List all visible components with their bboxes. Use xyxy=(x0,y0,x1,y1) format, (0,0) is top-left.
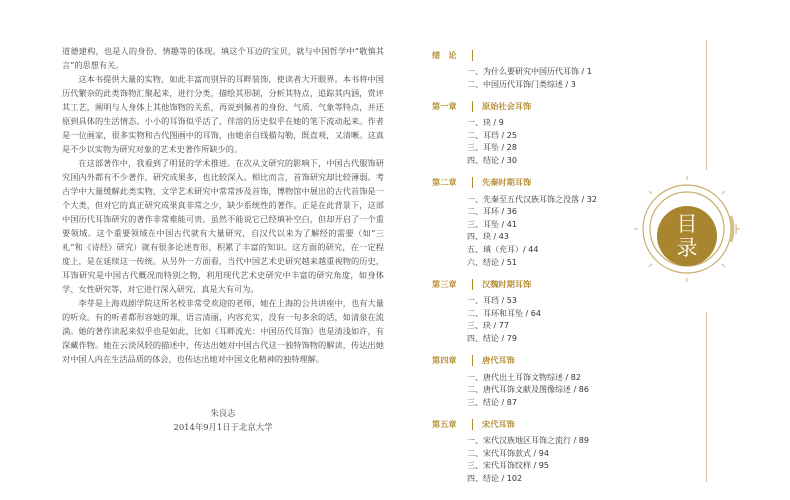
preface-paragraph-2: 这本书提供大量的实物，如此丰富而别异的耳畔装饰，使读者大开眼界。本书将中国历代繁杂的此类饰物汇聚起来，进行分类，描绘其形制，分析其特点，追踪其内涵，赏评其工艺，阐明与人身体上其他饰物的关系，再说到佩者的身份、气质、气象等特点，并还原到具体的生活情态。小小的耳饰似乎活了，伴溶的历史似乎在她的笔下流动起来。作者是一位画家，很多实物和古代图画中的耳饰，由她亲自线描勾勒，既直观，又清晰。这真是不少以实物为研究对象的艺术史著作所缺少的。 xyxy=(62,74,384,154)
toc-chapter-number: 第一章 xyxy=(432,100,457,111)
seal-char-2: 录 xyxy=(676,236,698,260)
toc-chapter-number: 第三章 xyxy=(432,278,457,289)
toc-chapter-heading[interactable] xyxy=(432,277,662,291)
toc-chapter-number: 绪 论 xyxy=(432,49,457,60)
preface-text xyxy=(62,44,384,454)
signature-author: 朱良志 xyxy=(210,408,236,418)
toc-entry[interactable]: 四、结论 / 79 xyxy=(467,333,517,343)
toc-chapter-heading[interactable] xyxy=(432,354,662,368)
toc-entry[interactable]: 一、为什么要研究中国历代耳饰 / 1 xyxy=(467,67,592,76)
toc-entry[interactable]: 三、耳坠 / 28 xyxy=(467,143,517,153)
table-of-contents xyxy=(432,48,662,486)
decorative-line-top xyxy=(706,40,707,170)
toc-chapter-number: 第二章 xyxy=(432,177,457,188)
toc-entry[interactable]: 一、唐代出土耳饰文物综述 / 82 xyxy=(467,372,581,382)
toc-chapter-heading[interactable] xyxy=(432,176,662,190)
toc-entry[interactable]: 一、玦 / 9 xyxy=(467,118,504,128)
toc-chapter-divider xyxy=(472,101,473,112)
toc-entry[interactable]: 四、结论 / 102 xyxy=(467,474,523,484)
toc-chapter-title: 原始社会耳饰 xyxy=(482,100,532,111)
toc-chapter-divider xyxy=(472,279,473,290)
toc-chapter-divider xyxy=(472,177,473,188)
toc-chapter-heading[interactable] xyxy=(432,417,662,431)
preface-paragraph-3: 在这部著作中，我看到了明显的学术推进。在次从文研究的影响下，中国古代服饰研究国内外都有不少著作，研究成果多，也比较深入。相比而言，首饰研究却比较薄弱。考古学中大量缓解此类实物，文学艺术研究中常常涉及首饰，博物馆中展出的古代首饰是一个大类，但对它的真正研究成果真非常之少，缺少系统性的著作。正是在此背景下，这部中国历代耳饰研究的著作非常难能可贵。虽然不能说它已经填补空白，但却开启了一个重要领域。这个重要领域在中国古代就有大量研究，自汉代以来为了解经的需要（如“三礼”和《诗经》研究）就有很多论述育形，积累了丰富的知识。这方面的研究，在一定程度上，是在延续这一传统。从另外一方面看，当代中国艺术史研究越来越重视物的历史，耳饰研究是中国古代概况而特别之物，利用现代艺术史研究中丰富的研究角度，如身体学、女性研究等，对它进行深入研究，真是大有可为。 xyxy=(62,158,384,294)
toc-chapter-title: 唐代耳饰 xyxy=(482,355,515,365)
toc-entry[interactable]: 六、结论 / 51 xyxy=(467,257,517,267)
toc-chapter-title: 宋代耳饰 xyxy=(482,418,515,429)
toc-entry[interactable]: 四、结论 / 30 xyxy=(467,155,517,165)
toc-entry[interactable]: 三、结论 / 87 xyxy=(467,397,517,407)
preface-signature xyxy=(62,406,384,434)
seal-char-1: 目 xyxy=(676,212,698,236)
decorative-line-bottom xyxy=(706,312,707,482)
toc-chapter-title: 先秦时期耳饰 xyxy=(482,177,532,188)
toc-entry[interactable]: 三、宋代耳饰纹样 / 95 xyxy=(467,461,549,471)
toc-chapter-title: 汉魏时期耳饰 xyxy=(482,278,532,289)
toc-entry[interactable]: 四、玦 / 43 xyxy=(467,232,509,242)
preface-paragraph-4: 李芽是上海戏剧学院这所名校非常受欢迎的老师，她在上海的公共讲座中，也有大量的听众。有的听者都形容她的课，语言清丽，内容充实，没有一句多余的话，如清泉在流淌。她的著作读起来似乎也是如此，比如《耳畔流光：中国历代耳饰》也是清浅如许，有深藏作物。她在云淡风轻的描述中，传达出她对中国古代这一独特饰物的解读，传达出她对中国人内在生活品质的体会，也传达出她对中国文化精神的独特理解。 xyxy=(62,298,384,364)
toc-chapter-heading[interactable] xyxy=(432,99,662,113)
toc-chapter-divider xyxy=(472,50,473,61)
toc-entry[interactable]: 二、耳珰 / 25 xyxy=(467,130,517,140)
toc-chapter-heading[interactable] xyxy=(432,48,662,62)
toc-entry[interactable]: 一、先秦至五代汉族耳饰之没落 / 32 xyxy=(467,194,597,204)
toc-entry[interactable]: 二、耳环 / 36 xyxy=(467,207,517,217)
signature-date: 2014年9月1日于北京大学 xyxy=(173,422,273,432)
toc-entry[interactable]: 一、耳珰 / 53 xyxy=(467,296,517,306)
toc-chapter-number: 第四章 xyxy=(432,355,457,365)
toc-entry[interactable]: 一、宋代汉族地区耳饰之流行 / 89 xyxy=(467,436,589,446)
toc-entry[interactable]: 二、宋代耳饰款式 / 94 xyxy=(467,448,549,458)
toc-entry[interactable]: 三、耳坠 / 41 xyxy=(467,219,517,229)
contents-seal xyxy=(657,206,717,266)
toc-entry[interactable]: 二、耳环和耳坠 / 64 xyxy=(467,308,541,318)
toc-entry[interactable]: 二、唐代耳饰文献及图像综述 / 86 xyxy=(467,385,589,395)
toc-entry[interactable]: 二、中国历代耳饰门类综述 / 3 xyxy=(467,79,576,89)
toc-entry[interactable]: 三、玦 / 77 xyxy=(467,321,509,331)
preface-paragraph-1: 道德建构，也是人的身份、情趣等的体现。填这个耳边的宝贝，就与中国哲学中“敬慎其言”的思想有关。 xyxy=(62,46,384,70)
toc-chapter-divider xyxy=(472,355,473,366)
toc-entry[interactable]: 五、瑱（充耳）/ 44 xyxy=(467,244,539,254)
toc-chapter-divider xyxy=(472,419,473,430)
toc-chapter-number: 第五章 xyxy=(432,418,457,429)
